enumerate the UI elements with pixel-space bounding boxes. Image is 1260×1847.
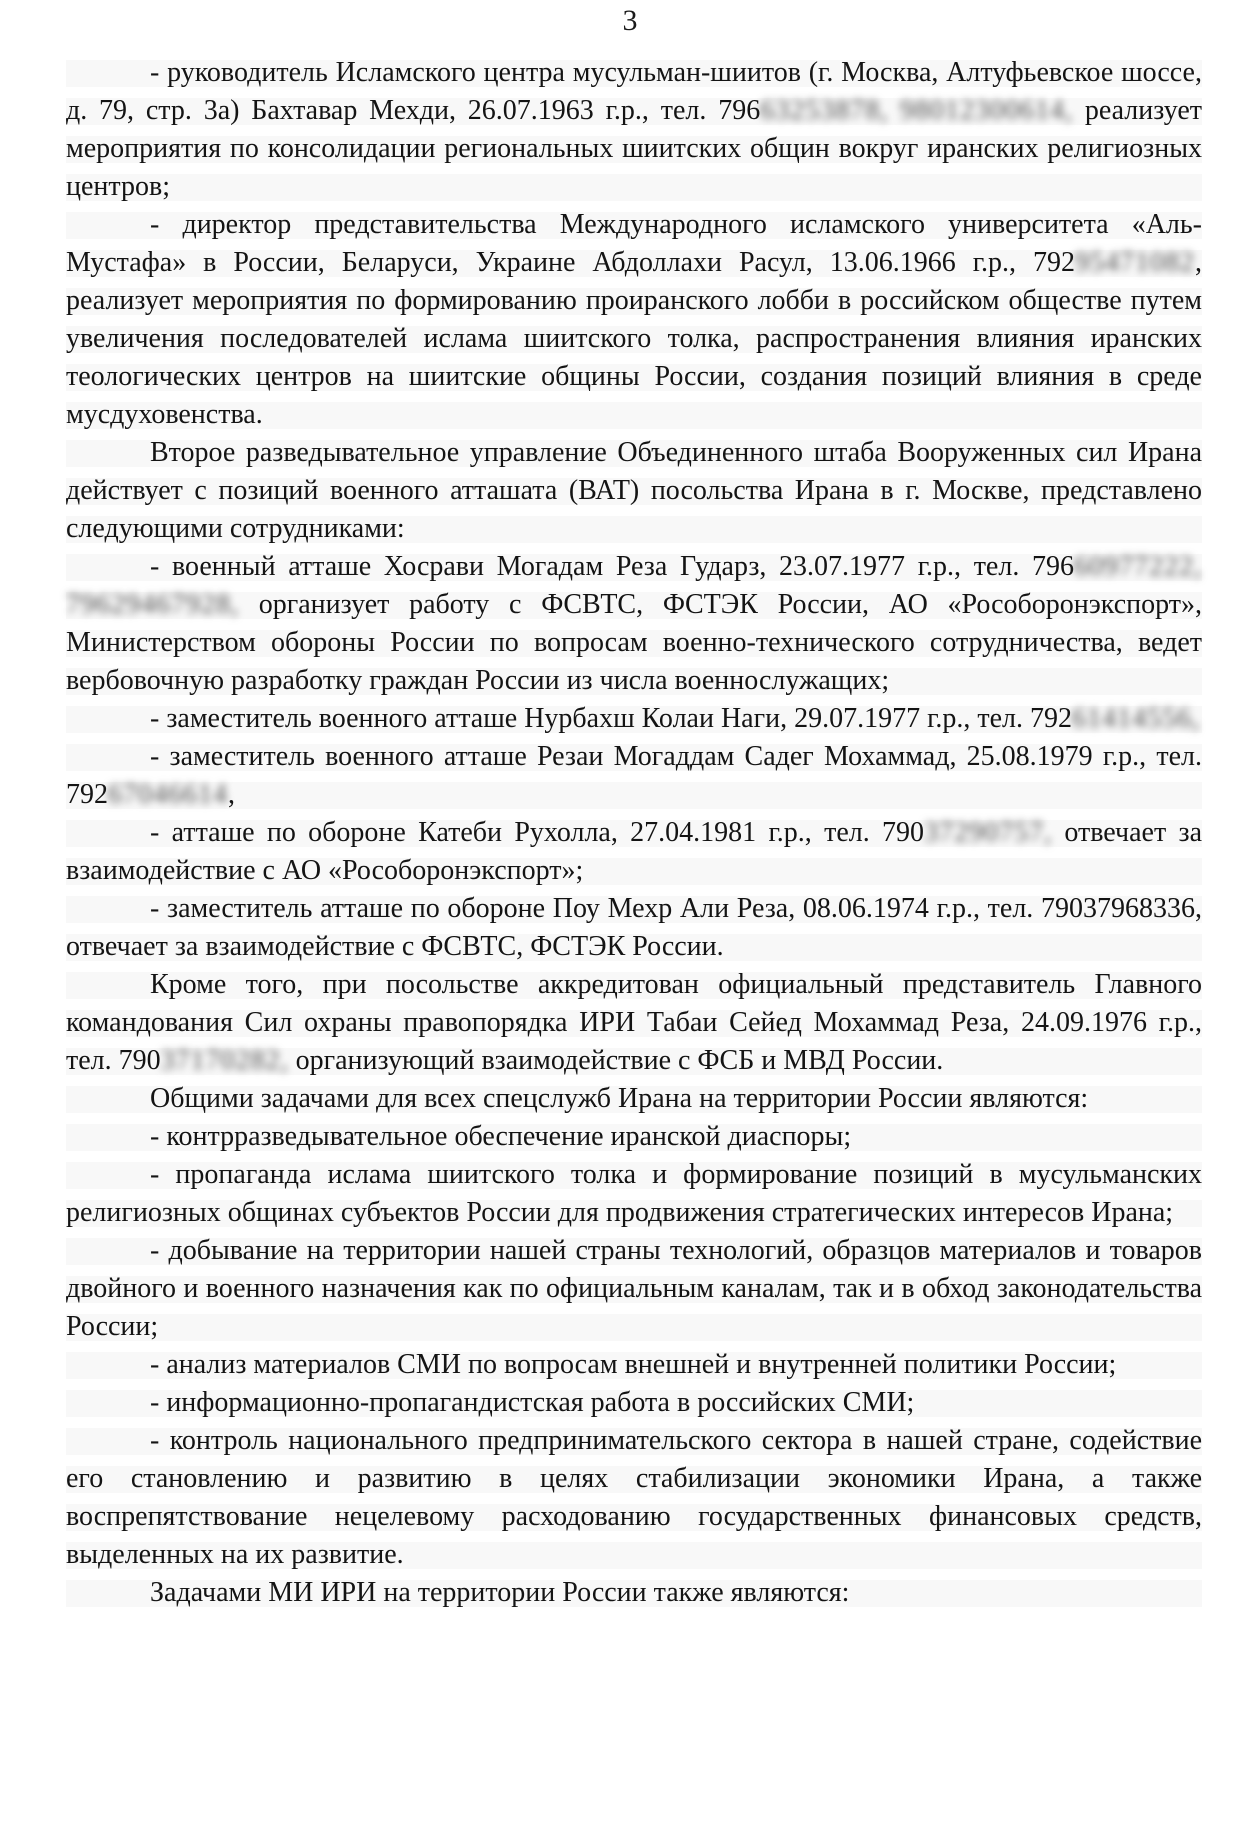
- text-run: Кроме того, при посольстве аккредитован официальный представитель Главного командования Сил охраны правопорядка ИРИ Табаи Сейед Мохаммад Реза, 24.09.1976 г.р., тел. 790: [66, 969, 1202, 1076]
- paragraph: [66, 814, 1202, 890]
- text-run: , реализует мероприятия по формированию проиранского лобби в российском обществе путем увеличения последователей ислама шиитского толка, распространения влияния иранских теологических центров на шиитские общины России, создания позиций влияния в среде мусдуховенства.: [66, 247, 1202, 430]
- text-run: - военный атташе Хосрави Могадам Реза Гударз, 23.07.1977 г.р., тел. 796: [150, 551, 1074, 582]
- redacted-phone-number: 95471082: [1075, 247, 1195, 278]
- text-run: - заместитель атташе по обороне Поу Мехр Али Реза, 08.06.1974 г.р., тел. 79037968336, отвечает за взаимодействие с ФСВТС, ФСТЭК России.: [66, 893, 1202, 962]
- paragraph: [66, 548, 1202, 700]
- paragraph: [66, 1156, 1202, 1232]
- text-run: Задачами МИ ИРИ на территории России также являются:: [150, 1577, 850, 1608]
- text-run: - пропаганда ислама шиитского толка и формирование позиций в мусульманских религиозных общинах субъектов России для продвижения стратегических интересов Ирана;: [66, 1159, 1202, 1228]
- text-run: ,: [228, 779, 235, 810]
- text-run: - руководитель Исламского центра мусульман-шиитов (г. Москва, Алтуфьевское шоссе, д. 79, стр. 3а) Бахтавар Мехди, 26.07.1963 г.р., тел. 796: [66, 57, 1202, 126]
- redacted-phone-number: 61414556,: [1072, 703, 1201, 734]
- text-run: организующий взаимодействие с ФСБ и МВД России.: [288, 1045, 944, 1076]
- text-run: Второе разведывательное управление Объединенного штаба Вооруженных сил Ирана действует с позиций военного атташата (ВАТ) посольства Ирана в г. Москве, представлено следующими сотрудниками:: [66, 437, 1202, 544]
- redacted-phone-number: 60977222,: [1074, 551, 1202, 582]
- paragraph: [66, 738, 1202, 814]
- text-run: Общими задачами для всех спецслужб Ирана на территории России являются:: [150, 1083, 1089, 1114]
- text-run: реализует мероприятия по консолидации региональных шиитских общин вокруг иранских религиозных центров;: [66, 95, 1202, 202]
- text-run: - директор представительства Международного исламского университета «Аль-Мустафа» в России, Беларуси, Украине Абдоллахи Расул, 13.06.1966 г.р., 792: [66, 209, 1202, 278]
- text-run: - заместитель военного атташе Нурбахш Колаи Наги, 29.07.1977 г.р., тел. 792: [150, 703, 1073, 734]
- paragraph: [66, 966, 1202, 1080]
- redacted-phone-number: 98012300614,: [900, 95, 1074, 126]
- text-run: - добывание на территории нашей страны технологий, образцов материалов и товаров двойного и военного назначения как по официальным каналам, так и в обход законодательства России;: [66, 1235, 1202, 1342]
- paragraph: [66, 1232, 1202, 1346]
- paragraph: [66, 1080, 1202, 1118]
- paragraph: [66, 206, 1202, 434]
- page-number: 3: [622, 4, 638, 37]
- text-run: отвечает за взаимодействие с АО «Рособоронэкспорт»;: [66, 817, 1202, 886]
- redacted-phone-number: 79629467928,: [66, 589, 239, 620]
- text-run: [888, 95, 900, 126]
- text-run: - информационно-пропагандистская работа в российских СМИ;: [150, 1387, 915, 1418]
- text-run: - анализ материалов СМИ по вопросам внешней и внутренней политики России;: [150, 1349, 1117, 1380]
- redacted-phone-number: 37290757,: [924, 817, 1053, 848]
- paragraph: [66, 890, 1202, 966]
- paragraph: [66, 1346, 1202, 1384]
- redacted-phone-number: 67046614: [108, 779, 228, 810]
- document-body: [66, 54, 1202, 1612]
- text-run: - заместитель военного атташе Резаи Могаддам Садег Мохаммад, 25.08.1979 г.р., тел. 792: [66, 741, 1202, 810]
- text-run: организует работу с ФСВТС, ФСТЭК России, АО «Рособоронэкспорт», Министерством обороны России по вопросам военно-технического сотрудничества, ведет вербовочную разработку граждан России из числа военнослужащих;: [66, 589, 1202, 696]
- text-run: - контрразведывательное обеспечение иранской диаспоры;: [150, 1121, 852, 1152]
- paragraph: [66, 54, 1202, 206]
- redacted-phone-number: 63253878,: [760, 95, 889, 126]
- paragraph: [66, 700, 1202, 738]
- redacted-phone-number: 37170282,: [160, 1045, 289, 1076]
- text-run: - атташе по обороне Катеби Рухолла, 27.04.1981 г.р., тел. 790: [150, 817, 925, 848]
- paragraph: [66, 434, 1202, 548]
- paragraph: [66, 1118, 1202, 1156]
- paragraph: [66, 1384, 1202, 1422]
- text-run: - контроль национального предпринимательского сектора в нашей стране, содействие его становлению и развитию в целях стабилизации экономики Ирана, а также воспрепятствование нецелевому расходованию государственных финансовых средств, выделенных на их развитие.: [66, 1425, 1202, 1570]
- paragraph: [66, 1422, 1202, 1574]
- paragraph: [66, 1574, 1202, 1612]
